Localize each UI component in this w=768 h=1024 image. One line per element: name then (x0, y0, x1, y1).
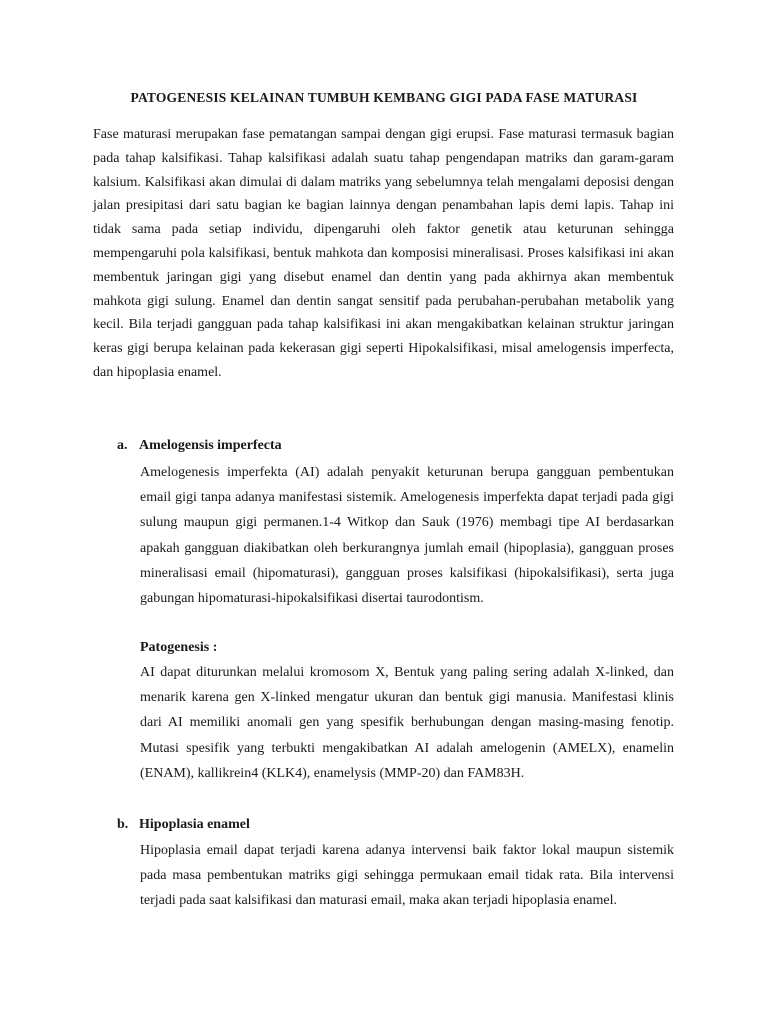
patogenesis-body: AI dapat diturunkan melalui kromosom X, Bentuk yang paling sering adalah X-linked, dan menarik karena gen X-linked mengatur ukuran dan bentuk gigi manusia. Manifestasi klinis dari AI memiliki anomali gen yang spesifik berhubungan dengan masing-masing fenotip. Mutasi spesifik yang terbukti mengakibatkan AI adalah amelogenin (AMELX), enamelin (ENAM), kallikrein4 (KLK4), enamelysis (MMP-20) dan FAM83H. (140, 665, 674, 781)
section-a-marker: a. (117, 438, 128, 453)
section-a-title: Amelogensis imperfecta (139, 438, 282, 453)
section-b-marker: b. (117, 817, 129, 832)
section-b-heading (117, 817, 250, 833)
section-a-body: Amelogenesis imperfekta (AI) adalah penyakit keturunan berupa gangguan pembentukan email gigi tanpa adanya manifestasi sistemik. Amelogenesis imperfekta dapat terjadi pada gigi sulung maupun gigi permanen.1-4 Witkop dan Sauk (1976) membagi tipe AI berdasarkan apakah gangguan diakibatkan oleh berkurangnya jumlah email (hipoplasia), gangguan proses mineralisasi email (hipomaturasi), gangguan proses kalsifikasi (hipokalsifikasi), serta juga gabungan hipomaturasi-hipokalsifikasi disertai taurodontism. (140, 465, 674, 607)
patogenesis-heading: Patogenesis : (140, 640, 218, 655)
document-title: PATOGENESIS KELAINAN TUMBUH KEMBANG GIGI PADA FASE MATURASI (130, 90, 638, 105)
section-b-title: Hipoplasia enamel (139, 817, 250, 832)
section-a-heading (117, 438, 282, 454)
section-b-body: Hipoplasia email dapat terjadi karena adanya intervensi baik faktor lokal maupun sistemik pada masa pembentukan matriks gigi sehingga permukaan email tidak rata. Bila intervensi terjadi pada saat kalsifikasi dan maturasi email, maka akan terjadi hipoplasia enamel. (140, 843, 674, 909)
intro-paragraph: Fase maturasi merupakan fase pematangan sampai dengan gigi erupsi. Fase maturasi termasuk bagian pada tahap kalsifikasi. Tahap kalsifikasi adalah suatu tahap pengendapan matriks dan garam-garam kalsium. Kalsifikasi akan dimulai di dalam matriks yang sebelumnya telah mengalami deposisi dengan jalan presipitasi dari satu bagian ke bagian lainnya dengan penambahan lapis demi lapis. Tahap ini tidak sama pada setiap individu, dipengaruhi oleh faktor genetik atau keturunan sehingga mempengaruhi pola kalsifikasi, bentuk mahkota dan komposisi mineralisasi. Proses kalsifikasi ini akan membentuk jaringan gigi yang disebut enamel dan dentin yang pada akhirnya akan membentuk mahkota gigi sulung. Enamel dan dentin sangat sensitif pada perubahan-perubahan metabolik yang kecil. Bila terjadi gangguan pada tahap kalsifikasi ini akan mengakibatkan kelainan struktur jaringan keras gigi berupa kelainan pada kekerasan gigi seperti Hipokalsifikasi, misal amelogensis imperfecta, dan hipoplasia enamel. (93, 127, 674, 380)
